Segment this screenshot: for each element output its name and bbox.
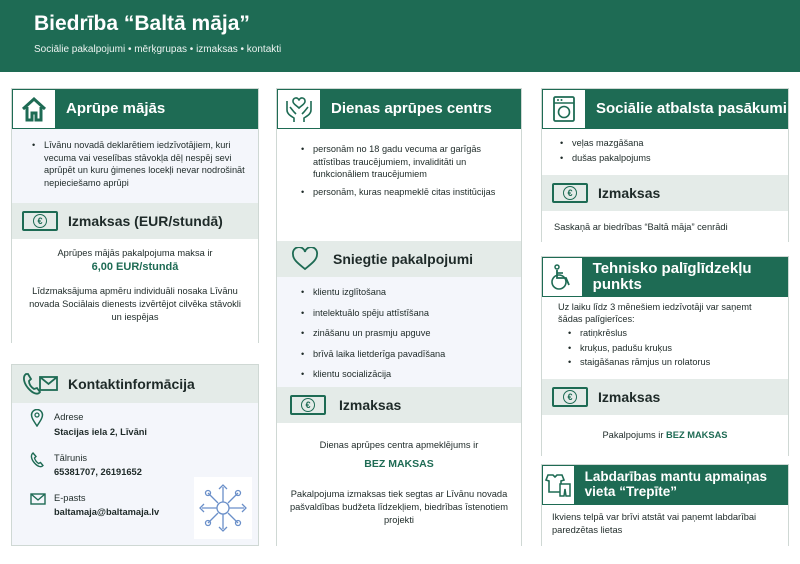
address-label: Adrese — [54, 412, 84, 422]
phone-mail-icon — [12, 371, 68, 397]
aids-card — [541, 256, 789, 456]
phone-icon — [30, 452, 44, 473]
day-care-card — [276, 88, 522, 546]
page-subtitle: Sociālie pakalpojumi • mērķgrupas • izmaksas • kontakti — [34, 44, 282, 55]
social-support-title: Sociālie atbalsta pasākumi — [596, 99, 787, 117]
wheelchair-icon — [542, 257, 583, 297]
clothes-icon — [542, 465, 575, 505]
home-care-cost-title: Izmaksas (EUR/stundā) — [68, 213, 223, 229]
home-care-title: Aprūpe mājās — [66, 99, 166, 117]
home-care-list — [32, 139, 254, 189]
day-care-cost-header — [277, 387, 521, 423]
aids-cost-line — [542, 429, 788, 442]
charity-header — [542, 465, 788, 505]
day-care-cost-value: BEZ MAKSAS — [364, 458, 434, 470]
list-item: • kruķus, padušu kruķus — [568, 342, 778, 355]
contacts-card — [11, 364, 259, 546]
list-item: • Līvānu novadā deklarētiem iedzīvotājiem, kuri vecuma vai veselības stāvokļa dēļ nespēj sevi aprūpēt un kuru ģimenes locekļi nevar nodrošināt nepieciešamo aprūpi — [32, 139, 254, 189]
phone-value: 65381707, 26191652 — [54, 467, 142, 477]
day-care-title: Dienas aprūpes centrs — [331, 99, 492, 117]
aids-cost-header — [542, 379, 788, 415]
washing-machine-icon — [542, 89, 586, 129]
social-support-cost-body — [542, 211, 788, 242]
day-care-cost-body — [277, 423, 521, 546]
list-item: • klientu socializācija — [301, 368, 511, 381]
social-support-cost-header — [542, 175, 788, 211]
list-item: • veļas mazgāšana — [560, 137, 780, 150]
day-care-services-header — [277, 241, 521, 277]
social-support-list — [560, 137, 780, 164]
list-item: • ratiņkrēslus — [568, 327, 778, 340]
page-title: Biedrība “Baltā māja” — [34, 12, 250, 35]
contacts-title: Kontaktinformācija — [68, 376, 195, 392]
aids-title: Tehnisko palīglīdzekļu punkts — [592, 259, 752, 293]
aids-cost-prefix: Pakalpojums ir — [602, 430, 664, 440]
list-item: • klientu izglītošana — [301, 286, 511, 299]
aids-cost-value: BEZ MAKSAS — [666, 430, 728, 440]
hands-heart-icon — [277, 89, 321, 129]
list-item: • intelektuālo spēju attīstīšana — [301, 307, 511, 320]
aids-list — [568, 327, 778, 369]
home-care-cost-note: Līdzmaksājuma apmēru individuāli nosaka Līvānu novada Sociālais dienests izvērtējot cilvēka stāvokli un iespējas — [29, 286, 241, 322]
aids-body — [542, 297, 788, 379]
home-care-card — [11, 88, 259, 343]
social-support-card — [541, 88, 789, 242]
social-support-cost-title: Izmaksas — [598, 185, 661, 201]
social-support-cost-text: Saskaņā ar biedrības “Baltā māja” cenrādi — [554, 222, 728, 232]
day-care-cost-title: Izmaksas — [339, 397, 402, 413]
email-value[interactable]: baltamaja@baltamaja.lv — [54, 507, 160, 517]
euro-banknote-icon: € — [22, 211, 58, 231]
day-care-services-list — [301, 286, 511, 381]
charity-body — [542, 505, 788, 546]
home-care-header — [12, 89, 258, 129]
top-banner — [0, 0, 800, 72]
list-item: • staigāšanas rāmjus un rolatorus — [568, 356, 778, 369]
organization-logo — [194, 477, 252, 539]
day-care-target-list — [301, 143, 511, 198]
list-item: • personām, kuras neapmeklē citas institūcijas — [301, 186, 511, 199]
heart-icon — [277, 247, 333, 271]
home-care-cost-body — [12, 239, 258, 343]
email-label: E-pasts — [54, 493, 86, 503]
day-care-cost-text: Dienas aprūpes centra apmeklējums ir — [319, 440, 479, 450]
day-care-services-title: Sniegtie pakalpojumi — [333, 251, 474, 267]
social-support-header — [542, 89, 788, 129]
day-care-cost-note: Pakalpojuma izmaksas tiek segtas ar Līvānu novada pašvaldības budžeta līdzekļiem, biedrības īstenotiem projekti — [289, 489, 509, 525]
day-care-target-body — [277, 129, 521, 241]
list-item: • dušas pakalpojums — [560, 152, 780, 165]
day-care-header — [277, 89, 521, 129]
euro-banknote-icon: € — [290, 395, 326, 415]
house-icon — [12, 89, 56, 129]
euro-banknote-icon: € — [552, 183, 588, 203]
charity-title: Labdarības mantu apmaiņas vieta “Trepīte” — [584, 469, 767, 499]
aids-cost-title: Izmaksas — [598, 389, 661, 405]
address-value: Stacijas iela 2, Līvāni — [54, 427, 148, 437]
list-item: • brīvā laika lietderīga pavadīšana — [301, 348, 511, 361]
social-support-body — [542, 129, 788, 175]
location-icon — [30, 409, 44, 432]
list-item: • personām no 18 gadu vecuma ar garīgās attīstības traucējumiem, invaliditāti un funkcionāliem traucējumiem — [301, 143, 511, 181]
home-care-cost-text: Aprūpes mājās pakalpojuma maksa ir — [57, 248, 213, 258]
charity-text: Ikviens telpā var brīvi atstāt vai paņemt labdarībai paredzētas lietas — [552, 512, 757, 535]
home-care-cost-header — [12, 203, 258, 239]
home-care-cost-value: 6,00 EUR/stundā — [91, 261, 179, 273]
aids-header — [542, 257, 788, 297]
list-item: • zināšanu un prasmju apguve — [301, 327, 511, 340]
charity-card — [541, 464, 789, 546]
contacts-header — [12, 365, 258, 403]
euro-banknote-icon: € — [552, 387, 588, 407]
aids-cost-body — [542, 415, 788, 456]
phone-label: Tālrunis — [54, 453, 88, 463]
email-icon — [30, 492, 46, 510]
aids-intro: Uz laiku līdz 3 mēnešiem iedzīvotāji var saņemt šādas palīgierīces: — [558, 302, 752, 324]
